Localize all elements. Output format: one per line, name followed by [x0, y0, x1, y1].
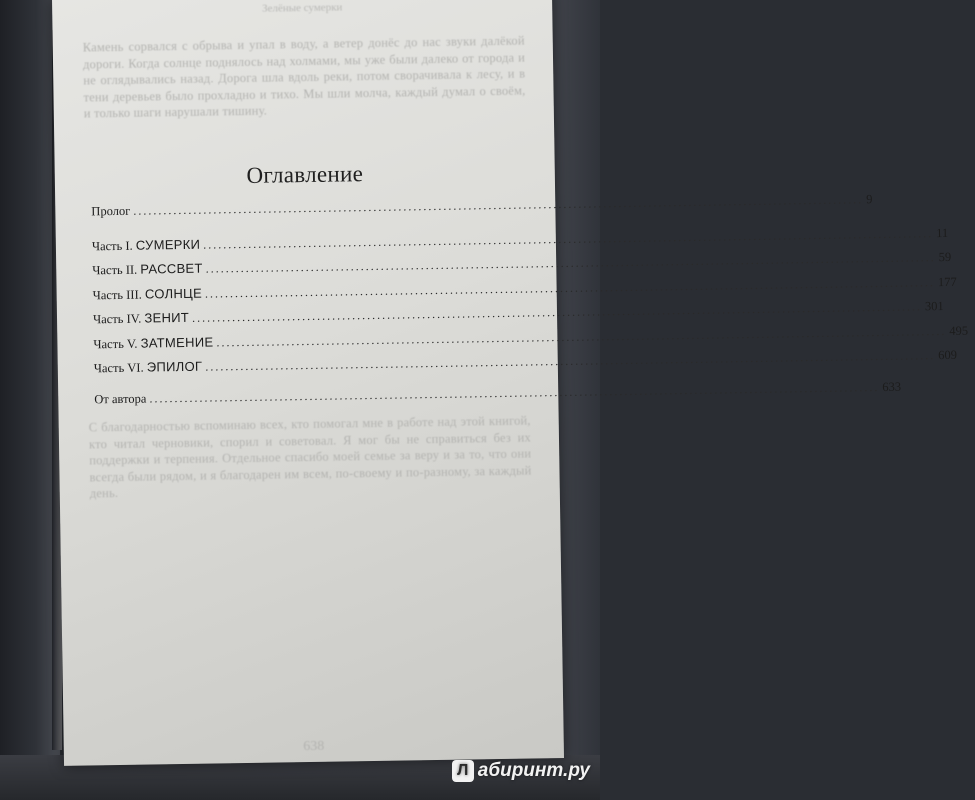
dot-leader: .................................................................................................................................................. — [204, 274, 936, 301]
toc-row-afterword[interactable] — [94, 379, 902, 416]
dot-leader: .................................................................................................................................................. — [149, 379, 880, 405]
toc-label: Часть IV. ЗЕНИТ — [92, 309, 190, 327]
toc-label: Часть I. СУМЕРКИ — [91, 236, 201, 253]
dot-leader: .................................................................................................................................................. — [203, 225, 934, 252]
watermark-text: абиринт.ру — [477, 760, 590, 781]
toc-page-number: 11 — [936, 225, 949, 240]
table-of-contents — [91, 192, 969, 417]
toc-label: Часть V. ЗАТМЕНИЕ — [93, 333, 214, 351]
toc-label: От автора — [94, 391, 147, 406]
toc-page-number: 609 — [938, 347, 958, 363]
dot-leader: .................................................................................................................................................. — [205, 250, 936, 276]
toc-label: Часть III. СОЛНЦЕ — [92, 285, 203, 302]
dot-leader: .................................................................................................................................................. — [205, 348, 936, 374]
toc-page-number: 9 — [866, 192, 873, 207]
toc-page-number: 301 — [924, 299, 944, 314]
book-page — [52, 0, 969, 766]
bleed-through-text-bottom: С благодарностью вспоминаю всех, кто помогал мне в работе над этой книгой, кто читал черновики, спорил и советовал. Я мог бы не справиться без их поддержки и терпения. Отдельное спасибо моей семье за веру и за то, что они всегда были рядом, и я благодарен им всем, по-своему и по-разному, за каждый день. — [88, 413, 532, 501]
contents-heading: Оглавление — [246, 161, 364, 188]
toc-page-number: 495 — [949, 323, 969, 338]
toc-page-number: 177 — [937, 274, 957, 289]
toc-label: Часть II. РАССВЕТ — [92, 260, 203, 278]
bleed-through-text-top: Камень сорвался с обрыва и упал в воду, а ветер донёс до нас звуки далёкой дороги. Когда солнце поднялось над холмами, мы уже были далеко от города и не оглядывались назад. Дорога шла вдоль реки, потом сворачивала к лесу, и в тени деревьев было прохладно и тихо. Мы шли молча, каждый думал о своём, и только шаги нарушали тишину. — [82, 33, 526, 121]
dot-leader: .................................................................................................................................................. — [133, 192, 864, 218]
toc-page-number: 59 — [938, 249, 952, 265]
dot-leader: .................................................................................................................................................. — [216, 323, 947, 349]
watermark — [452, 760, 590, 782]
toc-label: Часть VI. ЭПИЛОГ — [93, 358, 203, 376]
bleed-through-running-head: Зелёные сумерки — [261, 1, 343, 15]
watermark-logo-icon: Л — [452, 760, 474, 782]
dot-leader: .................................................................................................................................................. — [191, 299, 923, 325]
background-left — [0, 0, 60, 800]
toc-label: Пролог — [91, 203, 131, 219]
bleed-through-page-number: 638 — [303, 738, 325, 755]
toc-page-number: 633 — [882, 379, 902, 394]
toc-row-prologue[interactable] — [91, 192, 873, 229]
